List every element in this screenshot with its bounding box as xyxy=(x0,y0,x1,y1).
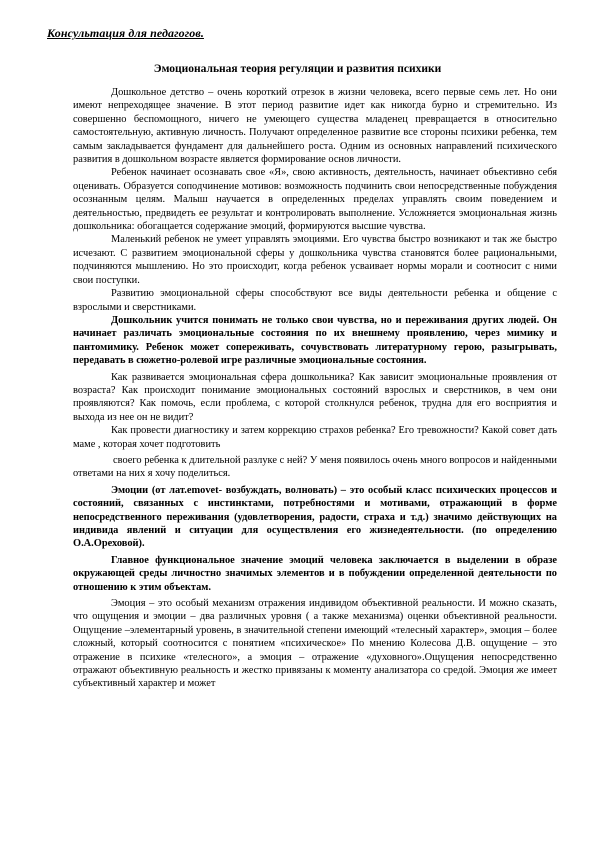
paragraph-questions: Как развивается эмоциональная сфера дошкольника? Как зависит эмоциональные проявления от возраста? Как происходит понимание эмоциональных состояний взрослых и сверстников, в чем они проявляются? Как помочь, если проблема, с которой столкнулся ребенок, трудна для его восприятия и выхода из нее он не видит? xyxy=(73,371,557,423)
paragraph-emotion-definition: Эмоции (от лат.emovet- возбуждать, волновать) – это особый класс психических процессов и состояний, связанных с инстинктами, потребностями и мотивами, отражающий в форме непосредственного переживания (удовлетворения, радости, страха и т.д.) значимо действующих на индивида явлений и ситуации для осуществления его жизнедеятельности. (по определению О.А.Ореховой). xyxy=(73,484,557,550)
paragraph-preschool-childhood: Дошкольное детство – очень короткий отрезок в жизни человека, всего первые семь лет. Но они имеют непреходящее значение. В этот период развитие идет как никогда бурно и стремительно. Из совершенно беспомощного, ничего не умеющего существа младенец превращается в относительно самостоятельную, активную личность. Получают определенное развитие все стороны психики ребенка, тем самым закладывается фундамент для дальнейшего роста. Одним из основных направлений психического развития в дошкольном возрасте является формирование основ личности. xyxy=(73,87,557,166)
paragraph-emotion-control: Маленький ребенок не умеет управлять эмоциями. Его чувства быстро возникают и так же быстро исчезают. С развитием эмоциональной сферы у дошкольника чувства становятся более рациональными, подчиняются мышлению. Но это происходит, когда ребенок усваивает нормы морали и соотносит с ними свои поступки. xyxy=(73,234,557,286)
paragraph-separation: своего ребенка к длительной разлуке с ней? У меня появилось очень много вопросов и найденными ответами на них я хочу поделиться. xyxy=(73,454,557,480)
article-title: Эмоциональная теория регуляции и развития психики xyxy=(153,63,442,75)
paragraph-diagnostics: Как провести диагностику и затем коррекцию страхов ребенка? Его тревожности? Какой совет дать маме , которая хочет подготовить xyxy=(73,425,557,450)
paragraph-understanding-others: Дошкольник учится понимать не только свои чувства, но и переживания других людей. Он начинает различать эмоциональные состояния по их внешнему проявлению, через мимику и пантомимику. Ребенок может сопереживать, сочувствовать литературному герою, разыгрывать, передавать в сюжетно-ролевой игре различные эмоциональные состояния. xyxy=(73,314,557,367)
paragraph-self-awareness: Ребенок начинает осознавать свое «Я», свою активность, деятельность, начинает объективно себя оценивать. Образуется соподчинение мотивов: возможность подчинить свои непосредственные побуждения осознанным целям. Малыш научается в определенных пределах управлять своим поведением и деятельностью, предвидеть ее результат и контролировать выполнение. Усложняется эмоциональная жизнь дошкольника: обогащается содержание эмоций, формируются высшие чувства. xyxy=(73,167,557,233)
paragraph-emotion-mechanism: Эмоция – это особый механизм отражения индивидом объективной реальности. И можно сказать, что ощущения и эмоции – два различных уровня ( а также механизма) оценки объективной реальности. Ощущение –элементарный уровень, в значительной степени имеющий «телесный характер», эмоция – более сложный, который соотносится с понятием «психическое» По мнению Колесова Д.В. ощущение – это отражение в психике «телесного», а эмоция – отражение «духовного».Ощущения непосредственно отражают объективную реальность и жестко привязаны к моменту анализатора со средой. Эмоция же имеет субъективный характер и может xyxy=(73,598,557,690)
paragraph-emotional-development: Развитию эмоциональной сферы способствуют все виды деятельности ребенка и общение с взрослыми и сверстниками. xyxy=(73,288,557,313)
article-body xyxy=(73,86,557,691)
consultation-header: Консультация для педагогов. xyxy=(47,26,204,40)
paragraph-functional-meaning: Главное функциональное значение эмоций человека заключается в выделении в образе окружающей среды личностно значимых элементов и в побуждении определенной деятельности по отношению к этим объектам. xyxy=(73,554,557,593)
